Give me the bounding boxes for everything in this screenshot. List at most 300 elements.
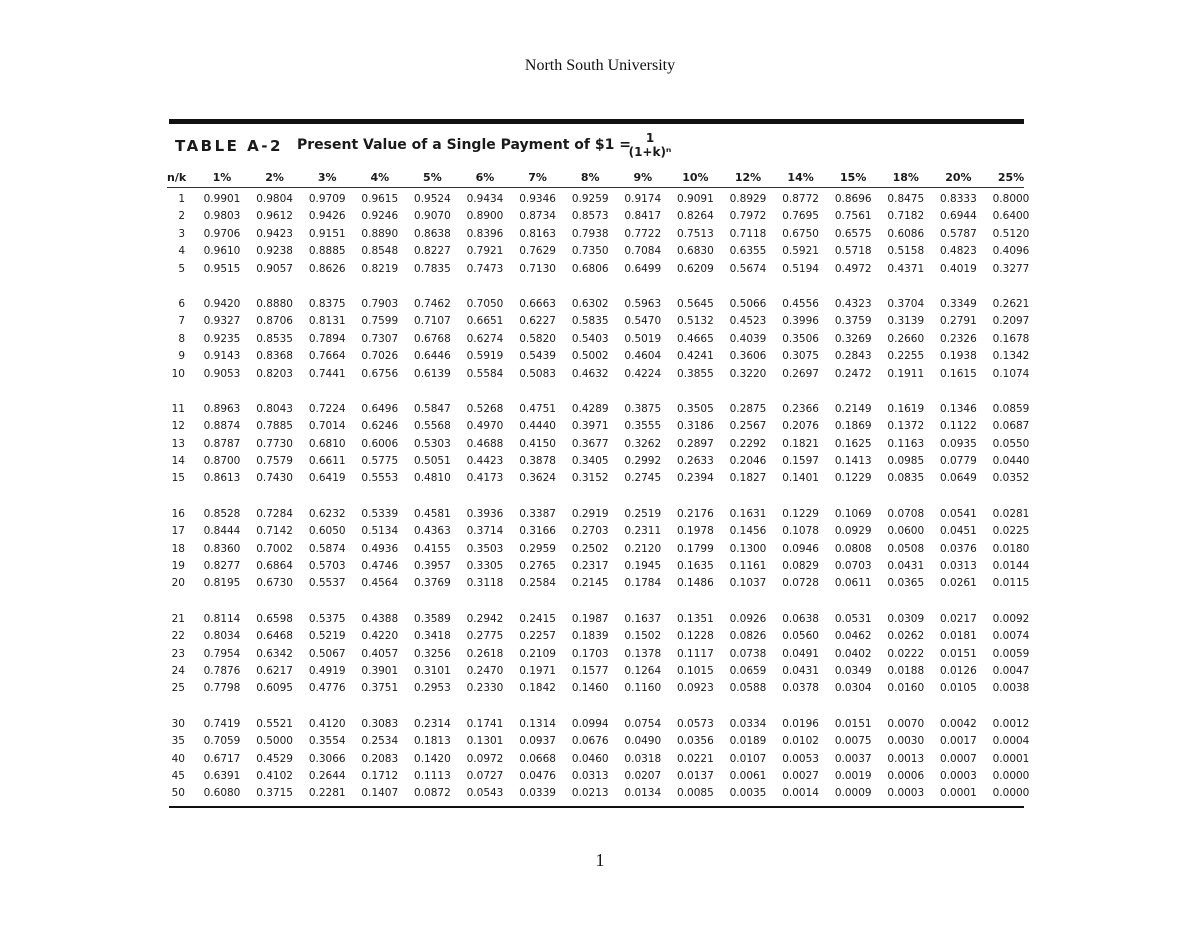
table-cell: 0.0451 [940,525,977,538]
table-cell: 0.8219 [361,262,399,275]
table-cell: 0.5067 [308,647,346,660]
table-cell: 0.2644 [308,769,346,782]
table-cell: 0.0105 [940,682,977,695]
table-cell: 0.7350 [571,245,609,258]
table-cell: 0.0550 [992,437,1030,450]
table-cell: 0.2919 [571,507,609,520]
table-cell: 0.7441 [308,367,346,380]
table-cell: 0.2472 [834,367,872,380]
table-cell: 0.6446 [414,350,451,363]
table-cell: 0.3186 [677,420,714,433]
period-label: 6 [178,297,185,310]
table-cell: 0.1678 [992,332,1030,345]
table-cell: 0.2330 [466,682,504,695]
period-label: 17 [171,525,185,538]
table-cell: 0.1314 [519,717,556,730]
table-cell: 0.1163 [887,437,925,450]
table-cell: 0.9706 [203,227,241,240]
table-cell: 0.0181 [940,630,977,643]
table-cell: 0.2775 [466,630,504,643]
table-cell: 0.0491 [782,647,819,660]
table-cell: 0.3101 [414,664,451,677]
table-cell: 0.0703 [834,560,872,573]
table-cell: 0.4057 [361,647,399,660]
table-cell: 0.0017 [940,735,977,748]
table-cell: 0.5134 [361,525,399,538]
table-cell: 0.3624 [519,472,556,485]
table-cell: 0.8706 [256,315,293,328]
table-cell: 0.6468 [256,630,293,643]
table-cell: 0.1161 [729,560,767,573]
table-cell: 0.0926 [729,612,767,625]
table-cell: 0.6496 [361,402,399,415]
table-cell: 0.8034 [203,630,241,643]
table-cell: 0.4102 [256,769,293,782]
table-cell: 0.0000 [992,787,1030,800]
table-cell: 0.3387 [519,507,556,520]
table-cell: 0.1938 [940,350,977,363]
table-cell: 0.0053 [782,752,819,765]
period-label: 20 [171,577,185,590]
table-cell: 0.0365 [887,577,925,590]
table-cell: 0.8528 [203,507,241,520]
table-cell: 0.0059 [992,647,1030,660]
table-cell: 0.6768 [414,332,451,345]
table-cell: 0.0030 [887,735,925,748]
column-header-rate: 1% [212,171,232,184]
table-cell: 0.0313 [571,769,609,782]
table-cell: 0.0000 [992,769,1030,782]
table-cell: 0.7599 [361,315,399,328]
table-cell: 0.0304 [834,682,872,695]
table-cell: 0.2314 [414,717,451,730]
table-cell: 0.0309 [887,612,925,625]
table-cell: 0.8787 [203,437,241,450]
table-cell: 0.0573 [677,717,714,730]
table-cell: 0.5537 [308,577,346,590]
table-cell: 0.0134 [624,787,662,800]
table-cell: 0.6217 [256,664,293,677]
table-cell: 0.2875 [729,402,767,415]
table-cell: 0.2083 [361,752,399,765]
table-cell: 0.7118 [729,227,767,240]
table-cell: 0.5703 [308,560,346,573]
table-row [167,193,1030,210]
period-label: 24 [171,664,185,677]
table-cell: 0.4776 [308,682,346,695]
table-cell: 0.2292 [729,437,767,450]
table-cell: 0.3166 [519,525,556,538]
table-cell: 0.2897 [677,437,714,450]
row-group [167,612,1030,700]
table-cell: 0.0334 [729,717,767,730]
table-cell: 0.5002 [571,350,609,363]
row-group [167,717,1030,805]
table-cell: 0.0668 [519,752,556,765]
table-cell: 0.4564 [361,577,399,590]
table-cell: 0.2519 [624,507,662,520]
table-cell: 0.2415 [519,612,556,625]
table-cell: 0.7014 [308,420,346,433]
table-cell: 0.7903 [361,297,399,310]
row-group [167,297,1030,385]
table-cell: 0.1869 [834,420,872,433]
table-cell: 0.5000 [256,735,293,748]
column-header-rate: 9% [633,171,653,184]
table-cell: 0.4936 [361,542,399,555]
table-cell: 0.9070 [414,210,451,223]
table-cell: 0.0779 [940,455,977,468]
table-cell: 0.1631 [729,507,767,520]
table-cell: 0.5019 [624,332,662,345]
table-cell: 0.0042 [940,717,977,730]
table-cell: 0.0213 [571,787,609,800]
table-cell: 0.8227 [414,245,451,258]
table-cell: 0.0829 [782,560,819,573]
table-cell: 0.9709 [308,193,346,205]
table-cell: 0.0207 [624,769,662,782]
table-cell: 0.7130 [519,262,556,275]
table-cell: 0.0262 [887,630,925,643]
period-label: 25 [171,682,185,695]
table-cell: 0.1987 [571,612,609,625]
table-cell: 0.0061 [729,769,767,782]
table-cell: 0.0126 [940,664,977,677]
table-cell: 0.0221 [677,752,714,765]
table-row [167,560,1030,577]
table-cell: 0.9515 [203,262,241,275]
table-cell: 0.0225 [992,525,1030,538]
table-cell: 0.1351 [677,612,714,625]
table-cell: 0.0019 [834,769,872,782]
table-cell: 0.1037 [729,577,767,590]
table-cell: 0.1300 [729,542,767,555]
table-cell: 0.0151 [834,717,872,730]
table-cell: 0.7921 [466,245,504,258]
table-cell: 0.6050 [308,525,346,538]
table-cell: 0.9235 [203,332,241,345]
table-cell: 0.7284 [256,507,293,520]
column-header-rate: 25% [997,171,1025,184]
table-cell: 0.3256 [414,647,451,660]
table-cell: 0.0826 [729,630,767,643]
table-cell: 0.8277 [203,560,241,573]
table-cell: 0.2992 [624,455,662,468]
table-cell: 0.0560 [782,630,819,643]
column-header-rate: 8% [580,171,600,184]
table-cell: 0.8417 [624,210,662,223]
table-cell: 0.1741 [466,717,504,730]
table-cell: 0.7730 [256,437,293,450]
period-label: 4 [178,245,185,258]
table-cell: 0.5339 [361,507,399,520]
table-cell: 0.1502 [624,630,662,643]
table-cell: 0.6246 [361,420,399,433]
table-row [167,525,1030,542]
table-description: Present Value of a Single Payment of $1 = [297,137,631,153]
table-cell: 0.3405 [571,455,609,468]
table-cell: 0.5645 [677,297,714,310]
table-cell: 0.9434 [466,193,504,205]
row-group [167,402,1030,490]
table-cell: 0.7894 [308,332,346,345]
table-cell: 0.6730 [256,577,293,590]
column-header-rate: 7% [528,171,547,184]
table-cell: 0.6864 [256,560,293,573]
table-cell: 0.1813 [414,735,451,748]
table-cell: 0.2843 [834,350,872,363]
table-cell: 0.5919 [466,350,504,363]
table-cell: 0.0972 [466,752,504,765]
table-cell: 0.1839 [571,630,609,643]
table-cell: 0.0007 [940,752,977,765]
row-group [167,507,1030,595]
table-cell: 0.4039 [729,332,767,345]
table-cell: 0.6810 [308,437,346,450]
table-cell: 0.8734 [519,210,556,223]
table-cell: 0.0004 [992,735,1030,748]
table-row [167,542,1030,560]
table-row [167,350,1030,367]
period-label: 50 [171,787,185,800]
table-cell: 0.1842 [519,682,556,695]
table-cell: 0.6717 [203,752,241,765]
table-cell: 0.2326 [940,332,977,345]
table-cell: 0.3220 [729,367,767,380]
column-header-rate: 12% [734,171,762,184]
table-cell: 0.4096 [992,245,1030,258]
table-row [167,647,1030,665]
table-cell: 0.2109 [519,647,556,660]
period-label: 1 [178,193,185,205]
table-cell: 0.1117 [677,647,714,660]
table-cell: 0.0738 [729,647,767,660]
table-cell: 0.1078 [782,525,819,538]
table-row [167,752,1030,770]
table-cell: 0.4423 [466,455,504,468]
period-label: 45 [171,769,185,782]
table-cell: 0.5051 [414,455,451,468]
table-cell: 0.6391 [203,769,241,782]
table-cell: 0.8375 [308,297,346,310]
table-cell: 0.7885 [256,420,293,433]
table-cell: 0.6663 [519,297,556,310]
table-cell: 0.5439 [519,350,556,363]
table-cell: 0.9426 [308,210,346,223]
table-cell: 0.3901 [361,664,399,677]
table-cell: 0.4632 [571,367,609,380]
table-cell: 0.1945 [624,560,662,573]
table-cell: 0.4155 [414,542,451,555]
period-label: 14 [171,455,185,468]
table-row [167,717,1030,735]
table-cell: 0.8900 [466,210,504,223]
table-cell: 0.8626 [308,262,346,275]
table-cell: 0.4388 [361,612,399,625]
table-cell: 0.1911 [887,367,925,380]
table-row [167,332,1030,350]
period-label: 15 [171,472,185,485]
table-cell: 0.0075 [834,735,872,748]
table-cell: 0.6651 [466,315,504,328]
table-cell: 0.0144 [992,560,1030,573]
table-cell: 0.7473 [466,262,504,275]
table-cell: 0.9143 [203,350,241,363]
table-cell: 0.2317 [571,560,609,573]
table-cell: 0.3305 [466,560,504,573]
table-row [167,787,1030,804]
table-cell: 0.6944 [940,210,977,223]
table-cell: 0.0151 [940,647,977,660]
table-cell: 0.2703 [571,525,609,538]
table-cell: 0.2791 [940,315,977,328]
table-cell: 0.0985 [887,455,925,468]
table-cell: 0.0872 [414,787,451,800]
period-label: 10 [171,367,185,380]
table-cell: 0.3418 [414,630,451,643]
table-cell: 0.0085 [677,787,714,800]
table-cell: 0.7107 [414,315,451,328]
table-cell: 0.7026 [361,350,399,363]
table-cell: 0.3118 [466,577,504,590]
table-cell: 0.1799 [677,542,714,555]
table-cell: 0.5847 [414,402,451,415]
table-cell: 0.2311 [624,525,662,538]
table-cell: 0.4919 [308,664,346,677]
table-cell: 0.3759 [834,315,872,328]
table-cell: 0.3878 [519,455,556,468]
table-cell: 0.3139 [887,315,925,328]
table-cell: 0.1401 [782,472,819,485]
table-cell: 0.1460 [571,682,609,695]
table-row [167,769,1030,787]
table-cell: 0.2584 [519,577,556,590]
table-cell: 0.1827 [729,472,767,485]
table-cell: 0.5568 [414,420,451,433]
table-cell: 0.1301 [466,735,504,748]
table-cell: 0.8000 [992,193,1030,205]
table-row [167,735,1030,752]
column-header-rate: 15% [840,171,867,184]
table-cell: 0.8885 [308,245,346,258]
table-cell: 0.1413 [834,455,872,468]
table-cell: 0.9803 [203,210,241,223]
table-cell: 0.0376 [940,542,977,555]
table-cell: 0.0281 [992,507,1030,520]
table-cell: 0.0339 [519,787,556,800]
table-cell: 0.6095 [256,682,293,695]
table-row [167,682,1030,699]
table-cell: 0.3262 [624,437,662,450]
table-cell: 0.8638 [414,227,451,240]
table-cell: 0.2765 [519,560,556,573]
table-row [167,262,1030,280]
table-cell: 0.3714 [466,525,504,538]
table-cell: 0.0349 [834,664,872,677]
table-cell: 0.2149 [834,402,872,415]
table-cell: 0.0001 [940,787,977,800]
table-cell: 0.0490 [624,735,662,748]
table-row [167,577,1030,594]
table-cell: 0.1486 [677,577,714,590]
table-cell: 0.0217 [940,612,977,625]
table-cell: 0.1372 [887,420,925,433]
table-cell: 0.6342 [256,647,293,660]
table-cell: 0.0611 [834,577,872,590]
table-cell: 0.0659 [729,664,767,677]
table-cell: 0.1229 [834,472,872,485]
period-label: 11 [171,402,185,415]
table-cell: 0.7798 [203,682,241,695]
table-cell: 0.7002 [256,542,293,555]
table-cell: 0.2470 [466,664,504,677]
table-cell: 0.2502 [571,542,609,555]
table-cell: 0.3589 [414,612,451,625]
table-cell: 0.8368 [256,350,293,363]
table-cell: 0.5194 [782,262,819,275]
table-cell: 0.0835 [887,472,925,485]
table-cell: 0.8131 [308,315,346,328]
table-cell: 0.0541 [940,507,977,520]
table-cell: 0.3555 [624,420,662,433]
table-cell: 0.1160 [624,682,662,695]
table-cell: 0.3936 [466,507,504,520]
table-cell: 0.0037 [834,752,872,765]
page-number: 1 [595,850,605,870]
table-cell: 0.2959 [519,542,556,555]
table-cell: 0.5921 [782,245,819,258]
table-cell: 0.4523 [729,315,767,328]
column-header-rate: 18% [892,171,919,184]
table-cell: 0.4363 [414,525,451,538]
table-cell: 0.8573 [571,210,609,223]
table-cell: 0.0027 [782,769,819,782]
table-cell: 0.0313 [940,560,977,573]
table-cell: 0.1978 [677,525,714,538]
table-cell: 0.8444 [203,525,241,538]
table-cell: 0.4581 [414,507,451,520]
table-cell: 0.5820 [519,332,556,345]
table-cell: 0.2255 [887,350,925,363]
table-cell: 0.3075 [782,350,819,363]
table-cell: 0.4220 [361,630,399,643]
table-cell: 0.1420 [414,752,451,765]
table-row [167,297,1030,315]
table-cell: 0.0137 [677,769,714,782]
table-cell: 0.1342 [992,350,1030,363]
table-cell: 0.4970 [466,420,504,433]
table-cell: 0.3957 [414,560,451,573]
table-cell: 0.1637 [624,612,662,625]
table-cell: 0.6400 [992,210,1030,223]
table-cell: 0.8696 [834,193,872,205]
table-cell: 0.9420 [203,297,241,310]
table-cell: 0.6232 [308,507,346,520]
table-cell: 0.6830 [677,245,714,258]
table-cell: 0.1407 [361,787,399,800]
table-cell: 0.1229 [782,507,819,520]
table-cell: 0.0222 [887,647,925,660]
table-cell: 0.0708 [887,507,925,520]
table-cell: 0.1971 [519,664,556,677]
table-cell: 0.0994 [571,717,609,730]
table-cell: 0.0476 [519,769,556,782]
table-cell: 0.0003 [940,769,977,782]
table-cell: 0.3751 [361,682,399,695]
table-cell: 0.7142 [256,525,293,538]
table-cell: 0.9238 [256,245,293,258]
table-cell: 0.8163 [519,227,556,240]
